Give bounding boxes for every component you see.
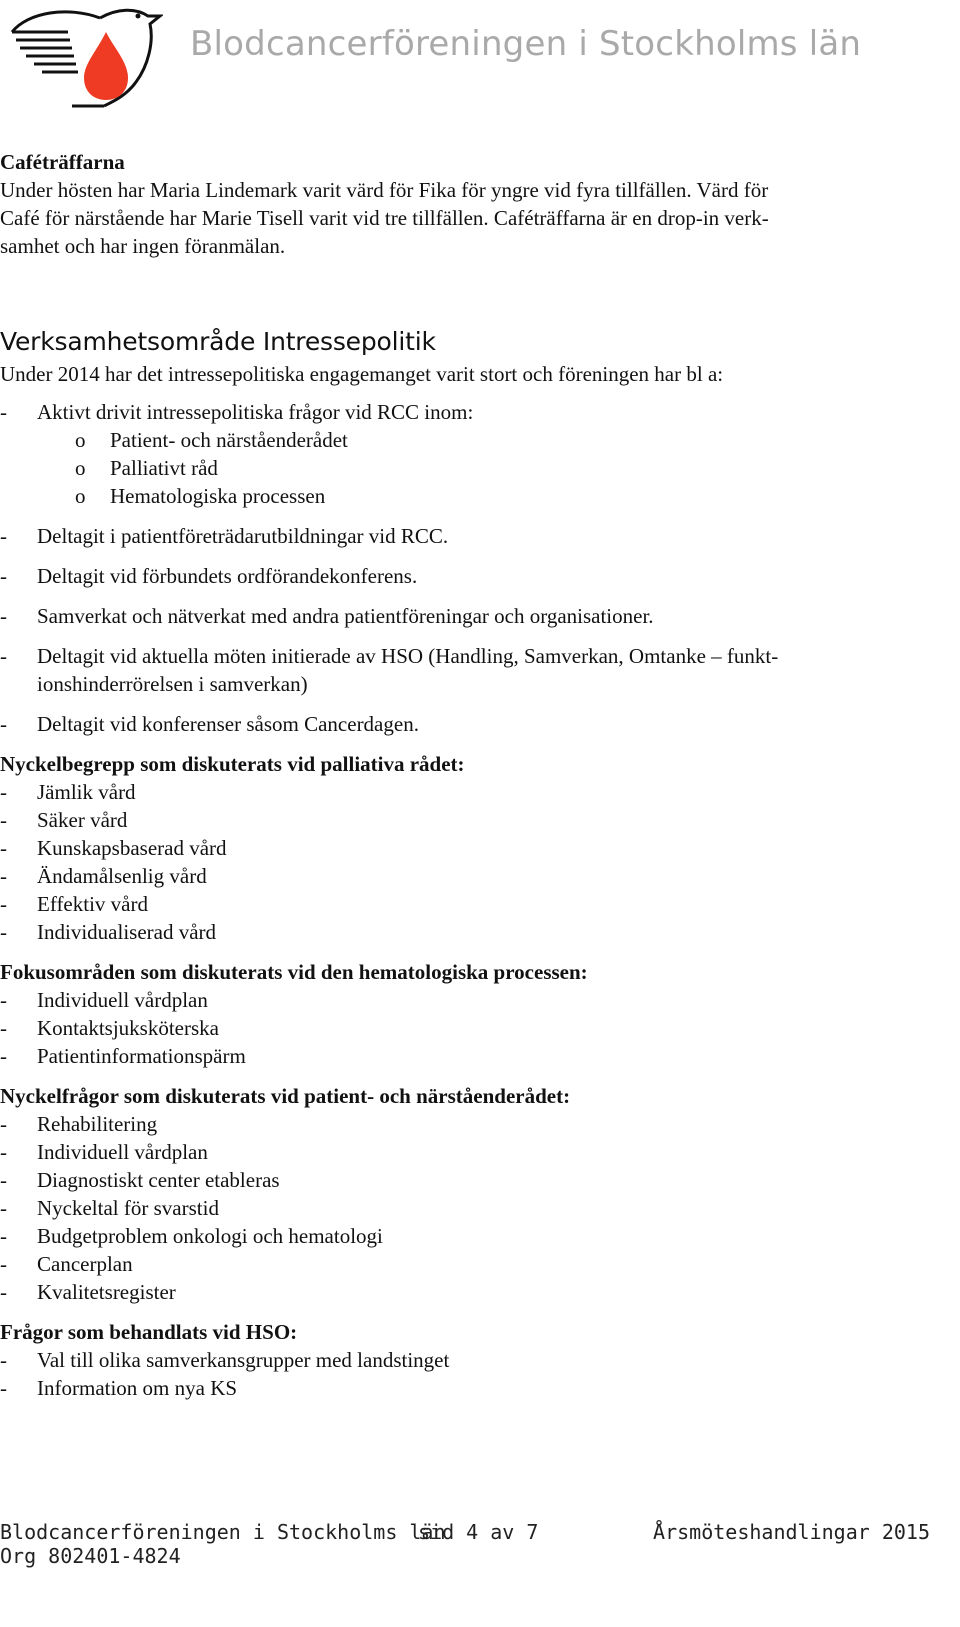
dove-logo-icon (8, 2, 163, 110)
list-item: - Information om nya KS (0, 1376, 238, 1400)
hematology-group (0, 958, 940, 1070)
group-heading: Nyckelbegrepp som diskuterats vid palliativa rådet: (0, 752, 465, 776)
page-footer (0, 1520, 930, 1568)
group-heading: Nyckelfrågor som diskuterats vid patient- och närståenderådet: (0, 1084, 571, 1108)
list-item: - Effektiv vård (0, 892, 148, 916)
list-item: - Samverkat och nätverkat med andra patientföreningar och organisationer. (0, 604, 654, 628)
hso-group (0, 1318, 940, 1402)
list-item: - Kontaktsjuksköterska (0, 1016, 219, 1040)
list-item: - Individualiserad vård (0, 920, 217, 944)
organization-title: Blodcancerföreningen i Stockholms län (190, 24, 862, 64)
cafe-line: Café för närstående har Marie Tisell varit vid tre tillfällen. Caféträffarna är en drop-in verk- (0, 206, 769, 230)
cafe-heading: Caféträffarna (0, 150, 125, 174)
list-item: - Säker vård (0, 808, 128, 832)
list-item: - Rehabilitering (0, 1112, 158, 1136)
footer-org-number: Org 802401-4824 (0, 1544, 181, 1568)
list-item: - Individuell vårdplan (0, 988, 208, 1012)
patient-council-group (0, 1082, 940, 1306)
footer-page-number: sid 4 av 7 (418, 1520, 539, 1544)
section-intro: Under 2014 har det intressepolitiska engagemanget varit stort och föreningen har bl a: (0, 362, 724, 386)
list-item: - Patientinformationspärm (0, 1044, 246, 1068)
page-header (0, 0, 960, 115)
footer-org-name: Blodcancerföreningen i Stockholms län (0, 1520, 446, 1544)
list-item: - Deltagit vid konferenser såsom Cancerdagen. (0, 712, 419, 736)
section-title: Verksamhetsområde Intressepolitik (0, 327, 436, 356)
list-item: - Cancerplan (0, 1252, 133, 1276)
list-item: - Kunskapsbaserad vård (0, 836, 227, 860)
list-item: - Ändamålsenlig vård (0, 864, 207, 888)
list-item: - Jämlik vård (0, 780, 136, 804)
cafe-line: Under hösten har Maria Lindemark varit värd för Fika för yngre vid fyra tillfällen. Värd för (0, 178, 769, 202)
list-item: - Individuell vårdplan (0, 1140, 208, 1164)
list-item: - Deltagit vid förbundets ordförandekonferens. (0, 564, 418, 588)
cafe-line: samhet och har ingen föranmälan. (0, 234, 286, 258)
palliative-group (0, 750, 940, 946)
footer-document-name: Årsmöteshandlingar 2015 (653, 1520, 930, 1544)
list-item: - Deltagit vid aktuella möten initierade av HSO (Handling, Samverkan, Omtanke – funkt- ionshinderrörelsen i samverkan) (0, 644, 779, 696)
list-item: - Nyckeltal för svarstid (0, 1196, 219, 1220)
list-item: - Val till olika samverkansgrupper med landstinget (0, 1348, 450, 1372)
list-item: - Kvalitetsregister (0, 1280, 176, 1304)
sub-list-item: o Hematologiska processen (75, 484, 326, 508)
list-item: - Budgetproblem onkologi och hematologi (0, 1224, 383, 1248)
sub-list-item: o Patient- och närståenderådet (75, 428, 348, 452)
list-item: - Deltagit i patientföreträdarutbildningar vid RCC. (0, 524, 449, 548)
document-body (0, 148, 940, 1414)
list-item: - Aktivt drivit intressepolitiska frågor vid RCC inom: (0, 400, 474, 424)
cafe-section (0, 148, 940, 260)
group-heading: Fokusområden som diskuterats vid den hematologiska processen: (0, 960, 588, 984)
sub-list (0, 426, 940, 510)
sub-list-item: o Palliativt råd (75, 456, 218, 480)
list-item: - Diagnostiskt center etableras (0, 1168, 280, 1192)
group-heading: Frågor som behandlats vid HSO: (0, 1320, 298, 1344)
